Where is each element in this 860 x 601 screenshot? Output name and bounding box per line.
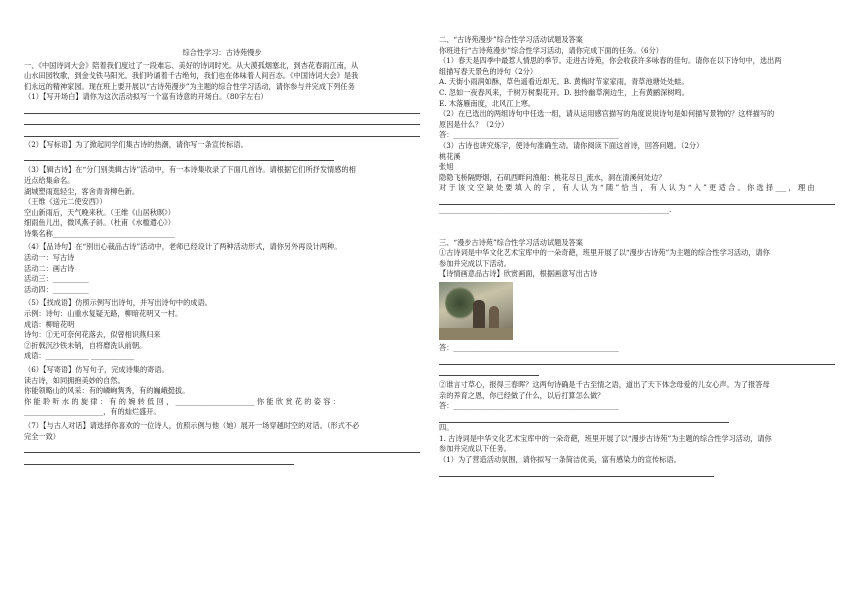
answer-field[interactable]: 答：______________________________________________: [439, 343, 619, 353]
s4-question-line: （1）为了营造活动氛围，请你拟写一条简洁优美，富有感染力的宣传标语。: [439, 454, 681, 464]
page-title: 综合性学习：古诗苑慢步: [182, 48, 262, 57]
question-3-line: （3）【辑古诗】在“分门别类辑古诗”活动中，有一本诗集收录了下面几首诗。请根据它们所抒发情感的相: [24, 165, 356, 175]
example-line: 示例：诗句：山重水复疑无路，柳暗花明又一村。: [24, 309, 183, 319]
section-2-intro: 你班进行“古诗苑漫步”综合性学习活动，请你完成下面的任务。（6分）: [439, 45, 663, 55]
collection-name-field[interactable]: 诗集名称__________________________________: [24, 228, 175, 238]
poem-line: 细雨鱼儿出，微风燕子斜。（杜甫《水槛遣心》）: [24, 218, 175, 228]
answer-line[interactable]: [439, 412, 729, 423]
answer-line[interactable]: [439, 194, 835, 205]
activity-item[interactable]: 活动四：__________: [24, 284, 89, 294]
message-line: 读古诗，如同拥抱美妙的自然。: [24, 375, 125, 385]
poem-line: 湖城塑雨逛轻尘，客舍青青柳色新。: [24, 186, 140, 196]
example-line: 成语：柳暗花明: [24, 319, 75, 329]
message-line: 你能领略山的风采：有的嶙峋隽秀，有的巍峨挺拔。: [24, 386, 190, 396]
poem-line: 空山新雨后，天气晚来秋。（王维《山居秋暝》）: [24, 207, 175, 217]
answer-line[interactable]: [24, 453, 294, 464]
answer-field[interactable]: 答：______________________________________________: [439, 401, 619, 411]
answer-field[interactable]: ________________________________________________________________.: [439, 205, 672, 215]
question-5-line: （5）【找成语】仿照示例写出诗句，并写出诗句中的成语。: [24, 298, 212, 308]
s3-question-2-line: ②谁言寸草心，报得三春晖？这两句诗确是千古至情之语，道出了天下体念母爱的儿女心声。为了报答母: [439, 380, 770, 390]
question-4-line: （4）【品诗句】在“别出心裁品古诗”活动中，老师已经设计了两种活动形式，请你另外再设计两种。: [24, 242, 342, 252]
s2-question-2-line: 原因是什么？（2分）: [439, 119, 509, 129]
answer-line[interactable]: [24, 150, 334, 161]
section-3-title: 三、“漫步古诗苑”综合性学习活动试题及答案: [439, 237, 583, 247]
right-column: [439, 0, 835, 477]
s3-intro-line: 【诗情画意品古诗】欣赏画面，根据画意写出古诗: [439, 269, 598, 279]
question-1: （1）【写开场白】请你为这次活动拟写一个富有诗意的开场白。（80字左右）: [24, 92, 268, 102]
section-2-title: 二、“古诗苑漫步”综合性学习活动试题及答案: [439, 35, 583, 44]
intro-line: 们永远的精神家园。现在班上要开展以“古诗苑漫步”为主题的综合性学习活动，请你参与并完成下列任务: [24, 81, 355, 91]
s3-intro-line: ①古诗词是中华文化艺术宝库中的一朵奇葩，班里开展了以“漫步古诗苑”为主题的综合性学习活动，请你: [439, 248, 770, 258]
s2-question-3-line[interactable]: 对 于 该 文 空 缺 处 要 填 入 的 字 ， 有 人 认 为 “ 随 ” 恰 当 ， 有 人 认 为 “ 入 ” 更 适 合 。 你 选 择 ___ ， 理 由: [439, 183, 815, 193]
idiom-answer-field[interactable]: 成语：____________ ____________: [24, 351, 135, 361]
poem-author: 张旭: [439, 162, 454, 172]
intro-line: 一、《中国诗词大会》陪着我们度过了一段难忘、美好的诗词时光。从大漠孤烟塞北，到杏花春雨江南，从: [24, 60, 359, 70]
s2-question-1-line: （1）春天是四季中最惹人情思的季节。走进古诗苑，你会收获许多咏春的佳句。请你在以下诗句中，选出两: [439, 56, 782, 66]
verse-line: 诗句：①无可奈何花落去，似曾相识燕归来: [24, 330, 161, 340]
answer-line[interactable]: [24, 125, 420, 136]
question-7-line: 完全一致）: [24, 431, 60, 441]
message-line[interactable]: 你 能 聆 听 水 的 旋 律 ： 有 的 婉 转 低 回 ， ______________________ 你 能 欣 赏 花 的 姿 容 ：: [24, 396, 340, 406]
answer-field[interactable]: 答：______________________________________________: [439, 130, 619, 140]
question-6-line: （6）【写寄语】仿写句子，完成诗集的寄语。: [24, 365, 169, 374]
question-7-line: （7）【与古人对话】请选择你喜欢的一位诗人，仿照示例与他（她）展开一场穿越时空的对话。（形式不必: [24, 420, 360, 430]
question-3-line: 近点给集命名。: [24, 175, 75, 185]
s4-question-line: 1. 古诗词是中华文化艺术宝库中的一朵奇葩，班里开展了以“漫步古诗苑”为主题的综合性学习活动，请你: [439, 433, 772, 443]
option-line: E. 木落雁南度，北风江上寒。: [439, 98, 536, 108]
answer-line[interactable]: [439, 465, 714, 476]
answer-line[interactable]: [24, 103, 420, 114]
answer-line[interactable]: [24, 442, 420, 453]
s3-question-2-line: 亲的养育之恩，你已经做了什么，以后打算怎么做？: [439, 390, 605, 400]
s2-question-3-line: （3）古诗也讲究炼字，使诗句准确生动。请你阅读下面这首诗，回答问题。（2分）: [439, 140, 704, 150]
answer-line[interactable]: [24, 114, 420, 125]
left-column: [24, 0, 420, 465]
poem-line: 隐隐飞桥隔野烟，石矶西畔问渔船：桃花尽日_流水，洞在清溪何处边？: [439, 172, 666, 182]
question-2: （2）【写标语】为了掀起同学们集古诗的热潮，请你写一条宣传标语。: [24, 139, 248, 149]
option-line: C. 忽如一夜春风来，千树万树梨花开。D. 独怜幽草涧边生，上有黄鹂深树鸣。: [439, 87, 689, 97]
intro-line: 山水田园牧歌，到金戈铁马阳光。我们吟诵着千古绝句，我们也在体味着人间百态。《中国诗词大会》是我: [24, 71, 359, 81]
activity-item: 活动二：画古诗: [24, 263, 75, 273]
s3-intro-line: 参加并完成以下活动。: [439, 258, 511, 268]
painting-image: [439, 282, 513, 340]
poem-title: 桃花溪: [439, 151, 461, 161]
answer-line[interactable]: [439, 365, 539, 376]
s4-question-line: 参加并完成以下任务。: [439, 444, 511, 454]
option-line: A. 天街小雨润如酥，草色遥看近却无。B. 黄梅时节家家雨，青草池塘处处蛙。: [439, 77, 689, 87]
activity-item: 活动一：写古诗: [24, 253, 75, 263]
activity-item[interactable]: 活动三：__________: [24, 274, 89, 284]
answer-line[interactable]: [439, 354, 835, 365]
poem-source: （王维《送元二使安西》）: [24, 197, 107, 207]
verse-line: ②折戟沉沙铁未销，自将磨洗认前朝。: [24, 340, 147, 350]
s2-question-1-line: 组描写春天景色的诗句（2分）: [439, 66, 538, 76]
section-4-title: 四。: [439, 423, 454, 432]
message-line[interactable]: ______________________，有的灿烂盛开。: [24, 407, 161, 417]
s2-question-2-line: （2）在已选出的两组诗句中任选一组，请从运用感官描写的角度说说诗句是如何描写景物的？这样描写的: [439, 109, 775, 119]
